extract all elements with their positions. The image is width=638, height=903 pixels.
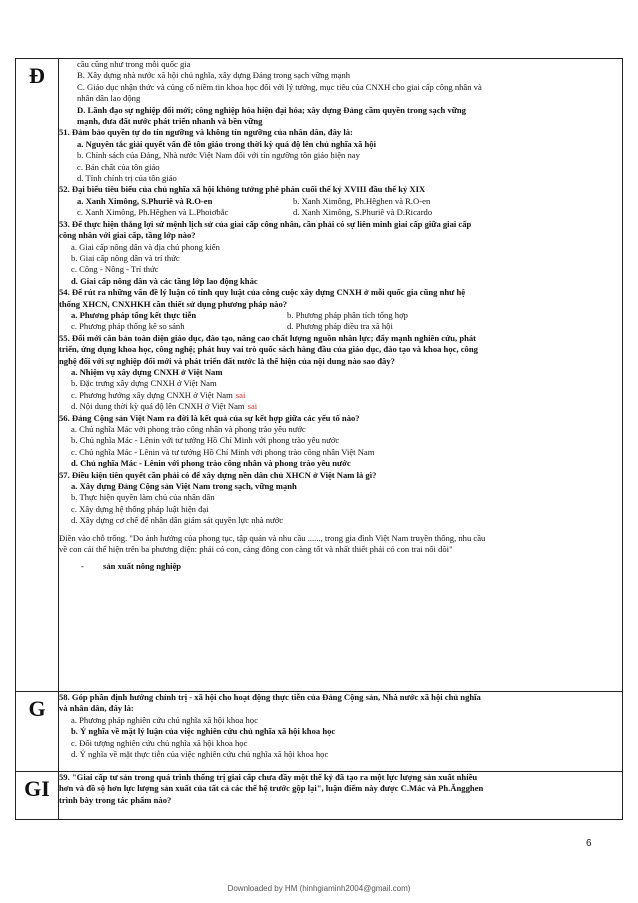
question-cell [59,692,623,772]
answer-line [59,70,622,81]
line-text-second: b. Xanh Ximông, Ph.Hêghen và R.O-en [293,195,431,206]
fill-answer-text: sản xuất nông nghiệp [103,561,182,572]
line-text: 51. Đảm bảo quyền tự do tín ngưỡng và không tín ngưỡng của nhân dân, đây là: [59,127,353,138]
question-line [59,127,622,138]
line-text: d. Tính chính trị của tôn giáo [77,173,177,184]
wrong-mark: sai [247,401,258,412]
line-text: B. Xây dựng nhà nước xã hội chủ nghĩa, xây dựng Đảng trong sạch vững mạnh [77,70,351,81]
line-text: a. Phương pháp nghiên cứu chủ nghĩa xã hội khoa học [71,714,258,725]
line-text: d. Chủ nghĩa Mác - Lênin với phong trào công nhân và phong trào yêu nước [71,458,351,469]
question-line [59,356,622,367]
line-text: b. Chính sách của Đảng, Nhà nước Việt Nam đối với tín ngưỡng tôn giáo hiện nay [77,150,360,161]
answer-line [59,59,622,70]
question-cell [59,59,623,692]
line-text: c. Chủ nghĩa Mác - Lênin và tư tưởng Hồ Chí Minh với phong trào công nhân Việt Nam [71,446,375,457]
question-cell [59,772,623,820]
line-text: d. Xây dựng cơ chế để nhân dân giám sát quyền lực nhà nước [71,515,284,526]
question-line [59,219,622,230]
answer-line [59,276,622,287]
answer-line [59,116,622,127]
line-text: cầu cũng như trong mỗi quốc gia [77,59,191,69]
answer-line [59,390,622,401]
line-text: 57. Điều kiện tiên quyết cần phải có để xây dựng nền dân chủ XHCN ở Việt Nam là gì? [59,469,377,480]
answer-line [59,726,622,737]
answer-line [59,321,622,332]
line-text: và nhân dân, đây là: [59,703,134,714]
table-row [16,772,623,820]
question-line [59,299,622,310]
letter-label: GI [24,776,50,801]
line-text: a. Nhiệm vụ xây dựng CNXH ở Việt Nam [71,366,223,377]
line-text: c. Xanh Ximông, Ph.Hêghen và L.Phoiơbắc [77,207,229,218]
question-line [59,333,622,344]
question-line [59,703,622,714]
line-text: d. Nội dung thời kỳ quá độ lên CNXH ở Việt Nam [71,401,245,412]
letter-cell [16,692,59,772]
line-text: Điền vào chỗ trống. "Do ảnh hưởng của phong tục, tập quán và nhu cầu ......, trong gia đình Việt Nam truyền thống, nhu cầu [59,532,486,543]
line-text: d. Ý nghĩa về mặt thực tiễn của việc nghiên cứu chủ nghĩa xã hội khoa học [71,749,329,760]
line-text: triển, ứng dụng khoa học, công nghệ; phát huy vai trò quốc sách hàng đầu của giáo dục, đào tạo và khoa học, công [59,344,478,355]
line-text: a. Phương pháp tổng kết thực tiễn [71,309,197,320]
answer-line [59,310,622,321]
line-text: hơn và đồ sộ hơn lực lượng sản xuất của tất cả các thế hệ trước gộp lại", luận điểm này được C.Mác và Ph.Ăngghen [59,783,484,794]
answer-line [59,738,622,749]
line-text: c. Xây dựng hệ thống pháp luật hiện đại [71,503,209,514]
line-text: về con cái thể hiện trên ba phương diện: phải có con, càng đông con càng tốt và nhất thiết phải có con trai nối dõi" [59,544,453,555]
line-text: nghệ đối với sự nghiệp đổi mới và phát triển đất nước là thể hiện của nội dung nào sao đây? [59,355,395,366]
line-text: c. Phương hướng xây dựng CNXH ở Việt Nam [71,389,233,400]
answer-line [59,492,622,503]
line-text: b. Chủ nghĩa Mác - Lênin với tư tưởng Hồ Chí Minh với phong trào yêu nước [71,435,340,446]
line-text: D. Lãnh đạo sự nghiệp đổi mới; công nghiệp hóa hiện đại hóa; xây dựng Đảng cầm quyền trong sạch vững [77,104,466,115]
wrong-mark: sai [235,389,246,400]
line-text: 55. Đổi mới căn bản toàn diện giáo dục, đào tạo, nâng cao chất lượng nguồn nhân lực; đẩy mạnh nghiên cứu, phát [59,332,477,343]
answer-line [59,173,622,184]
letter-cell [16,59,59,692]
line-text: 53. Để thực hiện thắng lợi sứ mệnh lịch sử của giai cấp công nhân, cần phải có sự liên minh giai cấp giữa giai cấp [59,218,472,229]
answer-line [59,105,622,116]
letter-label: Đ [29,63,45,88]
question-line [59,344,622,355]
line-text: a. Xây dựng Đảng Cộng sản Việt Nam trong sạch, vững mạnh [71,481,297,492]
line-text-second: d. Phương pháp điều tra xã hội [287,321,393,332]
line-text-second: d. Xanh Ximông, S.Phuriê và D.Ricardo [293,207,433,218]
question-line [59,772,622,783]
question-line [59,470,622,481]
table-row [16,692,623,772]
fill-answer [59,561,622,572]
line-text: b. Giai cấp nông dân và trí thức [71,252,180,263]
line-text: trình bày trong tác phẩm nào? [59,794,172,805]
line-text: 54. Để rút ra những vấn đề lý luận có tính quy luật của công cuộc xây dựng CNXH ở mỗi quốc gia cũng như hệ [59,287,466,298]
line-text: b. Thực hiện quyền làm chủ của nhân dân [71,492,215,503]
question-line [59,287,622,298]
question-line [59,184,622,195]
line-text: 56. Đảng Cộng sản Việt Nam ra đời là kết quả của sự kết hợp giữa các yếu tố nào? [59,412,360,423]
line-text: a. Xanh Ximông, S.Phuriê và R.O-en [77,195,213,206]
line-text: c. Bản chất của tôn giáo [77,161,160,172]
answer-line [59,242,622,253]
qa-table [15,58,623,820]
page-number: 6 [586,838,592,849]
line-text: nhân dân lao động [77,93,141,104]
line-text: a. Giai cấp nông dân và địa chủ phong kiến [71,241,220,252]
line-text: b. Ý nghĩa về mặt lý luận của việc nghiên cứu chủ nghĩa xã hội khoa học [71,726,336,737]
answer-line [59,207,622,218]
line-text: công nhân với giai cấp, tầng lớp nào? [59,230,196,241]
answer-line [59,458,622,469]
answer-line [59,544,622,555]
letter-label: G [28,696,46,721]
line-text: 58. Góp phần định hướng chính trị - xã hội cho hoạt động thực tiễn của Đảng Cộng sản, Nhà nước xã hội chủ nghĩa [59,692,481,702]
line-text-second: b. Phương pháp phân tích tổng hợp [287,309,408,320]
answer-line [59,401,622,412]
answer-line [59,82,622,93]
question-line [59,795,622,806]
answer-line [59,162,622,173]
answer-line [59,435,622,446]
line-text: c. Công - Nông - Trí thức [71,264,159,275]
question-line [59,230,622,241]
question-line [59,413,622,424]
answer-line [59,253,622,264]
line-text: mạnh, đưa đất nước phát triển nhanh và bền vững [77,116,263,127]
answer-line [59,93,622,104]
line-text: a. Nguyên tắc giải quyết vấn đề tôn giáo trong thời kỳ quá độ lên chủ nghĩa xã hội [77,138,376,149]
line-text: 59. "Giai cấp tư sản trong quá trình thống trị giai cấp chưa đầy một thế kỷ đã tạo ra một lực lượng sản xuất nhiều [59,772,478,782]
answer-line [59,264,622,275]
answer-line [59,504,622,515]
question-line [59,783,622,794]
line-text: a. Chủ nghĩa Mác với phong trào công nhân và phong trào yêu nước [71,424,306,434]
answer-line [59,139,622,150]
answer-line [59,424,622,435]
line-text: 52. Đại biểu tiêu biểu của chủ nghĩa xã hội không tưởng phê phán cuối thế kỷ XVIII đầu thế kỷ XIX [59,184,426,195]
answer-line [59,447,622,458]
answer-line [59,749,622,760]
answer-line [59,715,622,726]
bullet-dash: - [81,561,84,572]
line-text: thống XHCN, CNXHKH cần thiết sử dụng phương pháp nào? [59,298,288,309]
answer-line [59,367,622,378]
line-text: c. Đối tượng nghiên cứu chủ nghĩa xã hội khoa học [71,737,248,748]
line-text: d. Giai cấp nông dân và các tầng lớp lao động khác [71,275,258,286]
download-footer: Downloaded by HM (hinhgiaminh2004@gmail.com) [227,884,411,893]
question-line [59,692,622,703]
line-text: C. Giáo dục nhận thức và củng cố niềm tin khoa học đối với lý tưởng, mục tiêu của CNXH cho giai cấp công nhân và [77,81,482,92]
letter-cell [16,772,59,820]
answer-line [59,533,622,544]
table-row [16,59,623,692]
line-text: c. Phương pháp thống kê so sánh [71,321,185,332]
line-text: b. Đặc trưng xây dựng CNXH ở Việt Nam [71,378,217,389]
answer-line [59,515,622,526]
answer-line [59,196,622,207]
answer-line [59,481,622,492]
answer-line [59,150,622,161]
answer-line [59,378,622,389]
